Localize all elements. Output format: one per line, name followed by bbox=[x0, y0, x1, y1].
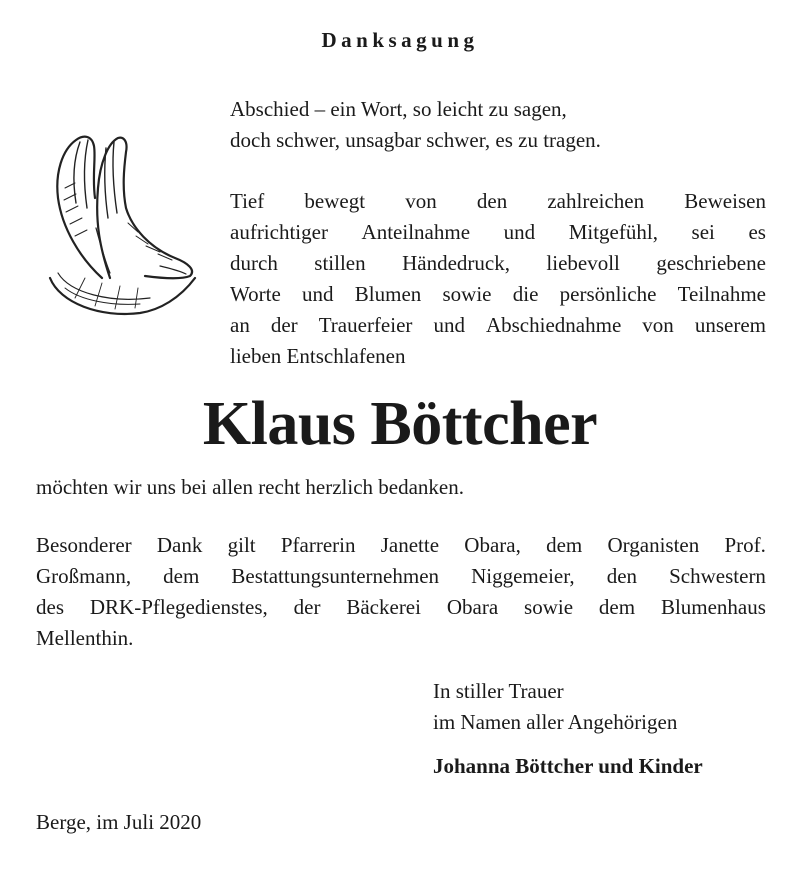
verse-line: doch schwer, unsagbar schwer, es zu tragen. bbox=[230, 128, 601, 152]
word: Prof. bbox=[724, 533, 766, 557]
word: der bbox=[270, 313, 298, 337]
word: gilt bbox=[227, 533, 256, 557]
word: dem bbox=[598, 595, 636, 619]
word: Beweisen bbox=[684, 189, 766, 213]
justified-line bbox=[36, 561, 766, 592]
word: Dank bbox=[156, 533, 203, 557]
justified-line bbox=[230, 310, 766, 341]
word: DRK-Pflegedienstes, bbox=[89, 595, 268, 619]
word: stillen bbox=[314, 251, 366, 275]
word: Besonderer bbox=[36, 533, 132, 557]
justified-line bbox=[230, 279, 766, 310]
word: von bbox=[642, 313, 674, 337]
deceased-name: Klaus Böttcher bbox=[202, 390, 598, 458]
word: Bäckerei bbox=[346, 595, 421, 619]
word: sowie bbox=[442, 282, 492, 306]
word: Pfarrerin bbox=[280, 533, 356, 557]
closing bbox=[433, 676, 773, 738]
paragraph-last-line: lieben Entschlafenen bbox=[230, 344, 406, 368]
signer: Johanna Böttcher und Kinder bbox=[433, 754, 703, 778]
word: Blumenhaus bbox=[660, 595, 766, 619]
word: von bbox=[405, 189, 437, 213]
word: den bbox=[606, 564, 638, 588]
closing-line: In stiller Trauer bbox=[433, 679, 564, 703]
word: Tief bbox=[230, 189, 265, 213]
word: durch bbox=[230, 251, 278, 275]
heading: Danksagung bbox=[321, 28, 479, 52]
praying-hands-icon bbox=[40, 128, 200, 328]
word: Organisten bbox=[607, 533, 700, 557]
word: dem bbox=[546, 533, 583, 557]
verse-line: Abschied – ein Wort, so leicht zu sagen, bbox=[230, 97, 567, 121]
word: Teilnahme bbox=[677, 282, 766, 306]
word: Worte bbox=[230, 282, 281, 306]
justified-line bbox=[230, 248, 766, 279]
word: dem bbox=[163, 564, 200, 588]
word: Janette bbox=[380, 533, 440, 557]
word: die bbox=[512, 282, 539, 306]
word: geschriebene bbox=[656, 251, 766, 275]
word: sei bbox=[691, 220, 715, 244]
word: persönliche bbox=[559, 282, 657, 306]
verse bbox=[230, 94, 750, 156]
paragraph-last-line: Mellenthin. bbox=[36, 626, 134, 650]
word: Händedruck, bbox=[402, 251, 510, 275]
place-date: Berge, im Juli 2020 bbox=[36, 810, 202, 834]
thanks-line: möchten wir uns bei allen recht herzlich bedanken. bbox=[36, 475, 464, 499]
word: Trauerfeier bbox=[318, 313, 413, 337]
justified-line bbox=[230, 186, 766, 217]
word: und bbox=[433, 313, 465, 337]
word: der bbox=[293, 595, 321, 619]
word: und bbox=[503, 220, 536, 244]
justified-line bbox=[230, 217, 766, 248]
word: den bbox=[476, 189, 508, 213]
word: liebevoll bbox=[546, 251, 620, 275]
word: unserem bbox=[694, 313, 766, 337]
word: Schwestern bbox=[669, 564, 766, 588]
word: an bbox=[230, 313, 250, 337]
word: Obara, bbox=[464, 533, 521, 557]
word: Obara bbox=[446, 595, 499, 619]
word: und bbox=[302, 282, 334, 306]
word: sowie bbox=[524, 595, 574, 619]
word: Mitgefühl, bbox=[568, 220, 658, 244]
word: aufrichtiger bbox=[230, 220, 328, 244]
word: Niggemeier, bbox=[471, 564, 575, 588]
word: zahlreichen bbox=[547, 189, 645, 213]
closing-line: im Namen aller Angehörigen bbox=[433, 710, 678, 734]
word: Bestattungsunternehmen bbox=[231, 564, 440, 588]
word: Abschiednahme bbox=[485, 313, 622, 337]
word: Blumen bbox=[354, 282, 422, 306]
word: Anteilnahme bbox=[361, 220, 471, 244]
intro-paragraph bbox=[230, 186, 766, 372]
word: Großmann, bbox=[36, 564, 132, 588]
word: es bbox=[748, 220, 766, 244]
word: des bbox=[36, 595, 64, 619]
special-thanks-paragraph bbox=[36, 530, 766, 654]
word: bewegt bbox=[304, 189, 366, 213]
justified-line bbox=[36, 530, 766, 561]
justified-line bbox=[36, 592, 766, 623]
